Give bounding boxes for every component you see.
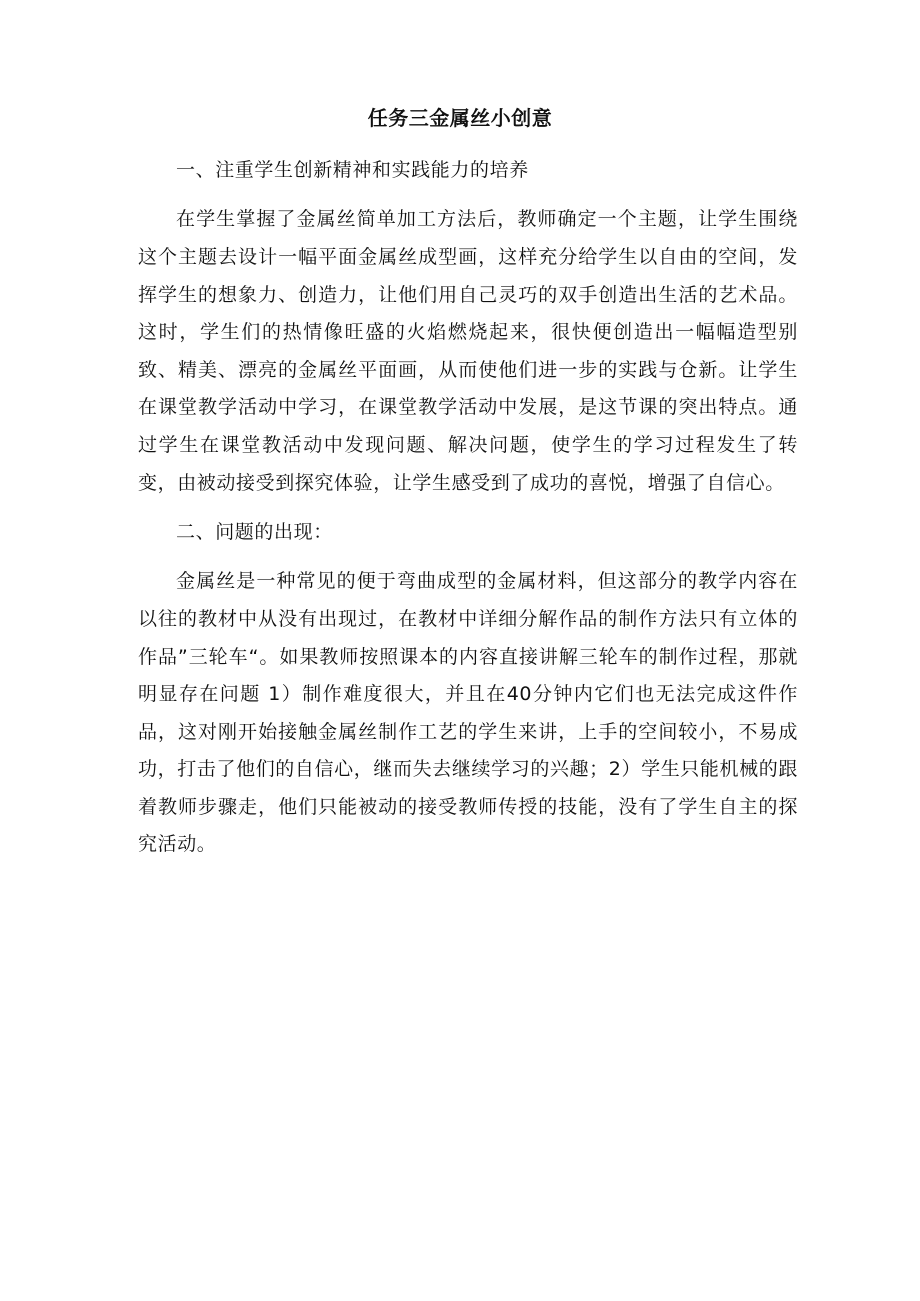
section-2-heading: 二、问题的出现： <box>176 520 333 543</box>
section-1-heading: 一、注重学生创新精神和实践能力的培养 <box>176 159 529 181</box>
section-2-paragraph: 金属丝是一种常见的便于弯曲成型的金属材料，但这部分的教学内容在以往的教材中从没有出现过，在教材中详细分解作品的制作方法只有立体的作品”三轮车“。如果教师按照课本的内容直接讲解三轮车的制作过程，那就明显存在问题 1）制作难度很大，并且在40分钟内它们也无法完成这件作品，这对刚开始接触金属丝制作工艺的学生来讲，上手的空间较小，不易成功，打击了他们的自信心，继而失去继续学习的兴趣；2）学生只能机械的跟着教师步骤走，他们只能被动的接受教师传授的技能，没有了学生自主的探究活动。 <box>138 570 798 856</box>
document-body <box>138 152 798 876</box>
document-title: 任务三金属丝小创意 <box>367 106 553 130</box>
section-1-paragraph: 在学生掌握了金属丝简单加工方法后，教师确定一个主题，让学生围绕这个主题去设计一幅平面金属丝成型画，这样充分给学生以自由的空间，发挥学生的想象力、创造力，让他们用自己灵巧的双手创造出生活的艺术品。这时，学生们的热情像旺盛的火焰燃烧起来，很快便创造出一幅幅造型别致、精美、漂亮的金属丝平面画，从而使他们进一步的实践与仓新。让学生在课堂教学活动中学习，在课堂教学活动中发展，是这节课的突出特点。通过学生在课堂教活动中发现问题、解决问题，使学生的学习过程发生了转变，由被动接受到探究体验，让学生感受到了成功的喜悦，增强了自信心。 <box>138 208 798 494</box>
